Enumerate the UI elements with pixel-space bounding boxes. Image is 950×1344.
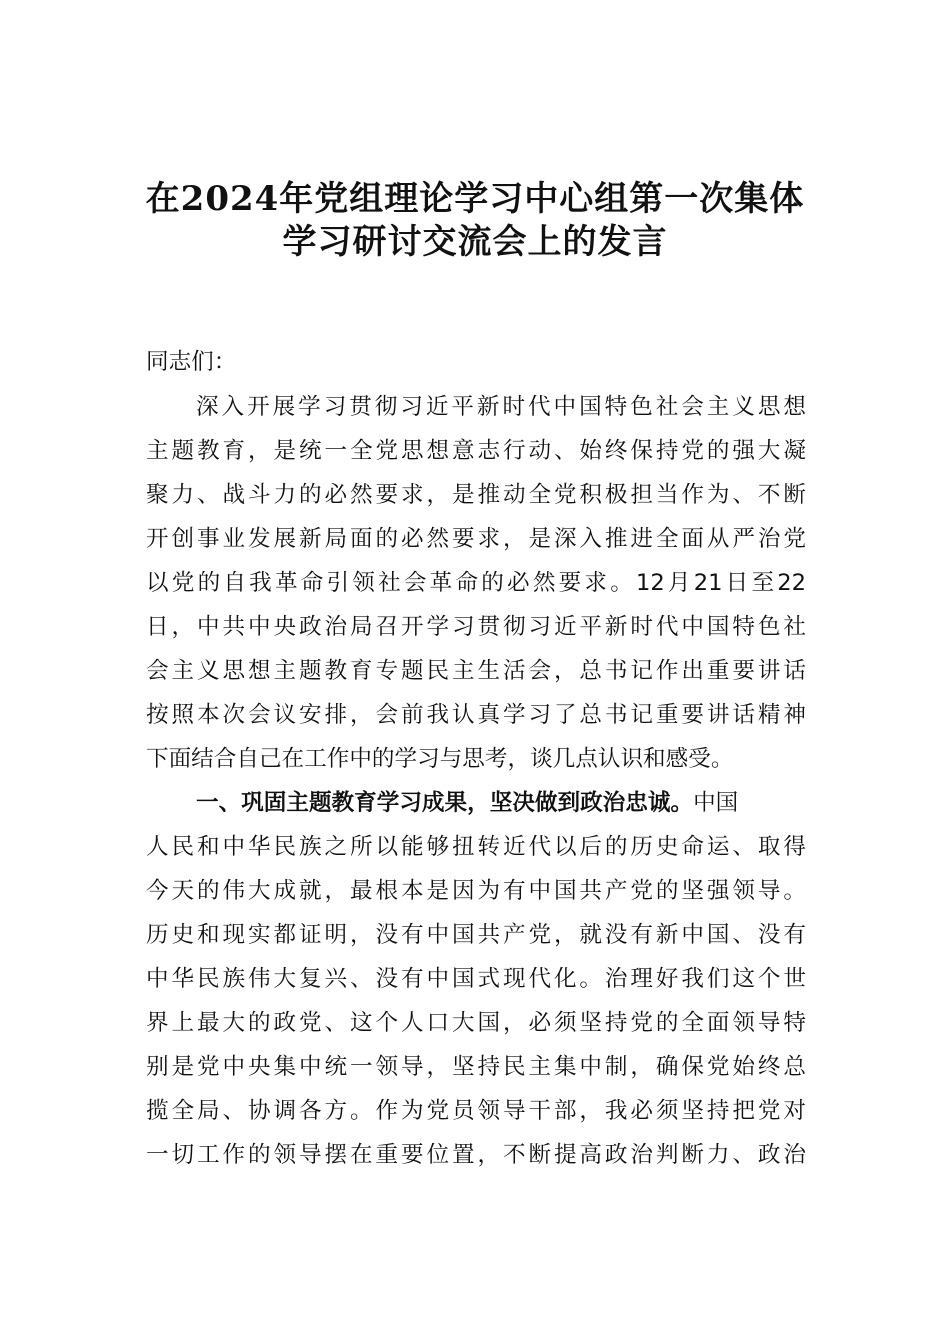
paragraph-line: 一切工作的领导摆在重要位置，不断提高政治判断力、政治: [146, 1142, 806, 1168]
paragraph-line: 下面结合自己在工作中的学习与思考，谈几点认识和感受。: [146, 746, 734, 772]
section-heading-line: [196, 787, 806, 819]
paragraph-line: 聚力、战斗力的必然要求，是推动全党积极担当作为、不断: [146, 482, 806, 508]
paragraph-line: 会主义思想主题教育专题民主生活会，总书记作出重要讲话: [146, 658, 806, 684]
paragraph-line: 主题教育，是统一全党思想意志行动、始终保持党的强大凝: [146, 438, 806, 464]
section-heading: 一、巩固主题教育学习成果，坚决做到政治忠诚。: [196, 790, 694, 816]
paragraph-line: 界上最大的政党、这个人口大国，必须坚持党的全面领导特: [146, 1010, 806, 1036]
paragraph-line: 以党的自我革命引领社会革命的必然要求。12月21日至22: [146, 570, 806, 596]
paragraph-line: 中华民族伟大复兴、没有中国式现代化。治理好我们这个世: [146, 966, 806, 992]
paragraph-line: 历史和现实都证明，没有中国共产党，就没有新中国、没有: [146, 922, 806, 948]
paragraph-line: 深入开展学习贯彻习近平新时代中国特色社会主义思想: [196, 394, 806, 420]
paragraph-line: 今天的伟大成就，最根本是因为有中国共产党的坚强领导。: [146, 878, 806, 904]
paragraph-line: 按照本次会议安排，会前我认真学习了总书记重要讲话精神: [146, 702, 806, 728]
paragraph-line: 开创事业发展新局面的必然要求，是深入推进全面从严治党: [146, 526, 806, 552]
paragraph-line: 人民和中华民族之所以能够扭转近代以后的历史命运、取得: [146, 834, 806, 860]
paragraph-line: 日，中共中央政治局召开学习贯彻习近平新时代中国特色社: [146, 614, 806, 640]
section-heading-tail: 中国: [693, 790, 739, 816]
salutation: 同志们：: [146, 349, 237, 375]
paragraph-line: 揽全局、协调各方。作为党员领导干部，我必须坚持把党对: [146, 1098, 806, 1124]
paragraph-line: 别是党中央集中统一领导，坚持民主集中制，确保党始终总: [146, 1054, 806, 1080]
document-title-line-2: 学习研讨交流会上的发言: [282, 222, 668, 262]
document-title-line-1: 在2024年党组理论学习中心组第一次集体: [145, 179, 805, 219]
